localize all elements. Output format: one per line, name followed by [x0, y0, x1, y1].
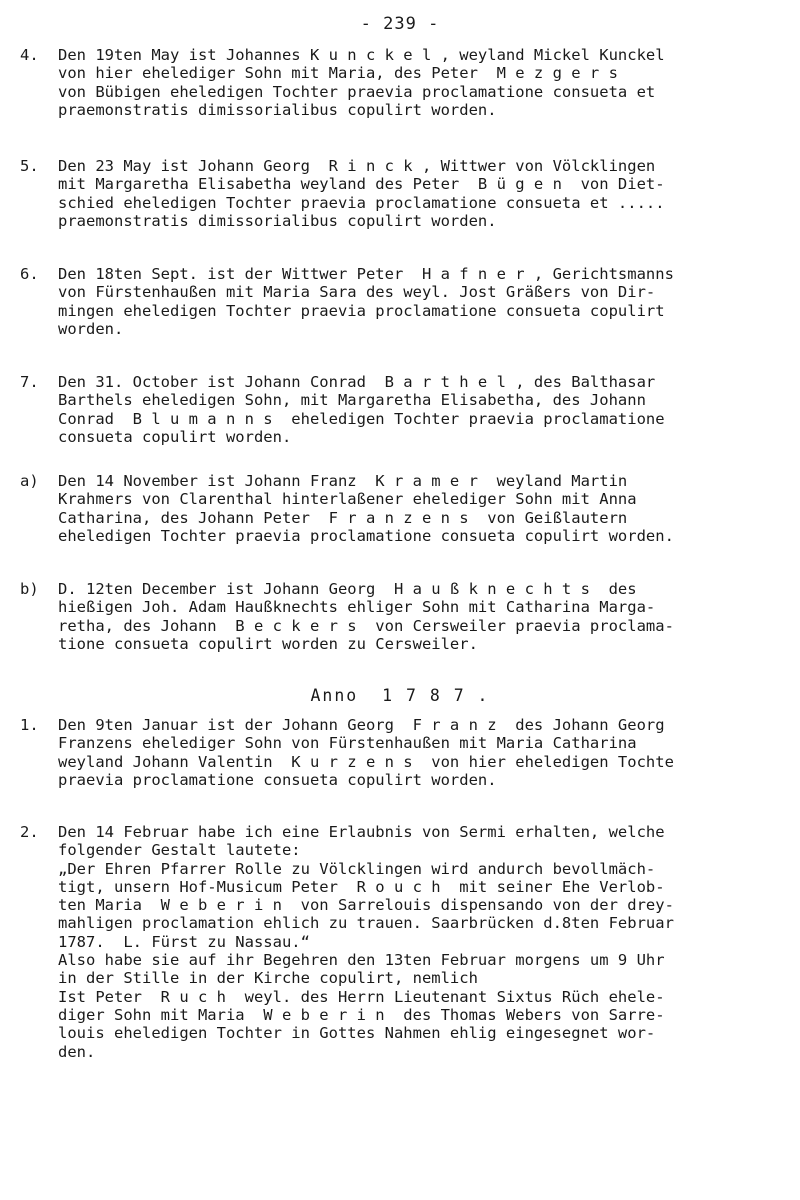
- entry-line: praemonstratis dimissorialibus copulirt worden.: [58, 100, 497, 119]
- entry-line: Den 31. October ist Johann Conrad B a r t h e l , des Balthasar: [58, 373, 656, 391]
- entry-line: mingen eheledigen Tochter praevia proclamatione consueta copulirt: [58, 301, 665, 320]
- entry-line: Den 18ten Sept. ist der Wittwer Peter H a f n e r , Gerichtsmanns: [58, 265, 674, 283]
- entry-line: Den 14 November ist Johann Franz K r a m e r weyland Martin: [58, 472, 628, 490]
- entry-line: mahligen proclamation ehlich zu trauen. Saarbrücken d.8ten Februar: [58, 914, 674, 933]
- entry-line: ten Maria W e b e r i n von Sarrelouis dispensando von der drey-: [58, 896, 674, 915]
- entry-text: [58, 580, 800, 653]
- entry-number: a): [20, 472, 39, 490]
- entry-line: in der Stille in der Kirche copulirt, nemlich: [58, 969, 478, 988]
- entry-line: von hier ehelediger Sohn mit Maria, des Peter M e z g e r s: [58, 64, 618, 83]
- entry-text: [58, 46, 800, 119]
- entry-line: consueta copulirt worden.: [58, 427, 292, 446]
- entry-line: louis eheledigen Tochter in Gottes Nahmen ehlig eingesegnet wor-: [58, 1024, 656, 1043]
- entry-number: 2.: [20, 823, 39, 841]
- entry-line: Den 9ten Januar ist der Johann Georg F r a n z des Johann Georg: [58, 716, 665, 734]
- entry-line: weyland Johann Valentin K u r z e n s von hier eheledigen Tochte: [58, 752, 674, 771]
- entry-text: [58, 265, 800, 338]
- entry-line: den.: [58, 1042, 96, 1061]
- entry-line: folgender Gestalt lautete:: [58, 841, 301, 860]
- entry-line: retha, des Johann B e c k e r s von Cersweiler praevia proclama-: [58, 616, 674, 635]
- entry-line: tione consueta copulirt worden zu Cersweiler.: [58, 634, 478, 653]
- entry-text: [58, 157, 800, 230]
- entry-line: Den 23 May ist Johann Georg R i n c k , Wittwer von Völcklingen: [58, 157, 656, 175]
- entry-text: [58, 472, 800, 545]
- entry-line: D. 12ten December ist Johann Georg H a u ß k n e c h t s des: [58, 580, 637, 598]
- entry-line: Barthels eheledigen Sohn, mit Margaretha Elisabetha, des Johann: [58, 391, 646, 410]
- entry-line: eheledigen Tochter praevia proclamatione consueta copulirt worden.: [58, 526, 674, 545]
- entry-text: [58, 823, 800, 1061]
- entry-line: Also habe sie auf ihr Begehren den 13ten Februar morgens um 9 Uhr: [58, 951, 665, 970]
- entry-line: Catharina, des Johann Peter F r a n z e n s von Geißlautern: [58, 508, 628, 527]
- entry-line: Den 19ten May ist Johannes K u n c k e l , weyland Mickel Kunckel: [58, 46, 665, 64]
- entry-number: b): [20, 580, 39, 598]
- entry-line: von Bübigen eheledigen Tochter praevia proclamatione consueta et: [58, 82, 656, 101]
- entry-line: tigt, unsern Hof-Musicum Peter R o u c h mit seiner Ehe Verlob-: [58, 877, 665, 896]
- entry-line: worden.: [58, 319, 124, 338]
- entry-line: Franzens ehelediger Sohn von Fürstenhaußen mit Maria Catharina: [58, 734, 637, 753]
- entry-line: schied eheledigen Tochter praevia proclamatione consueta et .....: [58, 193, 665, 212]
- entry-text: [58, 716, 800, 789]
- entry-line: diger Sohn mit Maria W e b e r i n des Thomas Webers von Sarre-: [58, 1005, 665, 1024]
- entry-line: praemonstratis dimissorialibus copulirt worden.: [58, 211, 497, 230]
- entry-line: „Der Ehren Pfarrer Rolle zu Völcklingen wird andurch bevollmäch-: [58, 859, 656, 878]
- entry-line: Conrad B l u m a n n s eheledigen Tochter praevia proclamatione: [58, 409, 665, 428]
- entry-number: 5.: [20, 157, 39, 175]
- entry-line: Krahmers von Clarenthal hinterlaßener ehelediger Sohn mit Anna: [58, 490, 637, 509]
- entry-number: 4.: [20, 46, 39, 64]
- entry-text: [58, 373, 800, 446]
- entry-line: mit Margaretha Elisabetha weyland des Peter B ü g e n von Diet-: [58, 175, 665, 194]
- entry-line: Den 14 Februar habe ich eine Erlaubnis von Sermi erhalten, welche: [58, 823, 665, 841]
- page-number: - 239 -: [360, 14, 440, 34]
- year-heading: Anno 1 7 8 7 .: [310, 686, 490, 705]
- entry-line: hießigen Joh. Adam Haußknechts ehliger Sohn mit Catharina Marga-: [58, 598, 656, 617]
- entry-line: Ist Peter R u c h weyl. des Herrn Lieutenant Sixtus Rüch ehele-: [58, 987, 665, 1006]
- entry-line: 1787. L. Fürst zu Nassau.“: [58, 932, 310, 951]
- entry-number: 6.: [20, 265, 39, 283]
- entry-number: 1.: [20, 716, 39, 734]
- entry-line: von Fürstenhaußen mit Maria Sara des weyl. Jost Gräßers von Dir-: [58, 283, 656, 302]
- entry-number: 7.: [20, 373, 39, 391]
- entry-line: praevia proclamatione consueta copulirt worden.: [58, 770, 497, 789]
